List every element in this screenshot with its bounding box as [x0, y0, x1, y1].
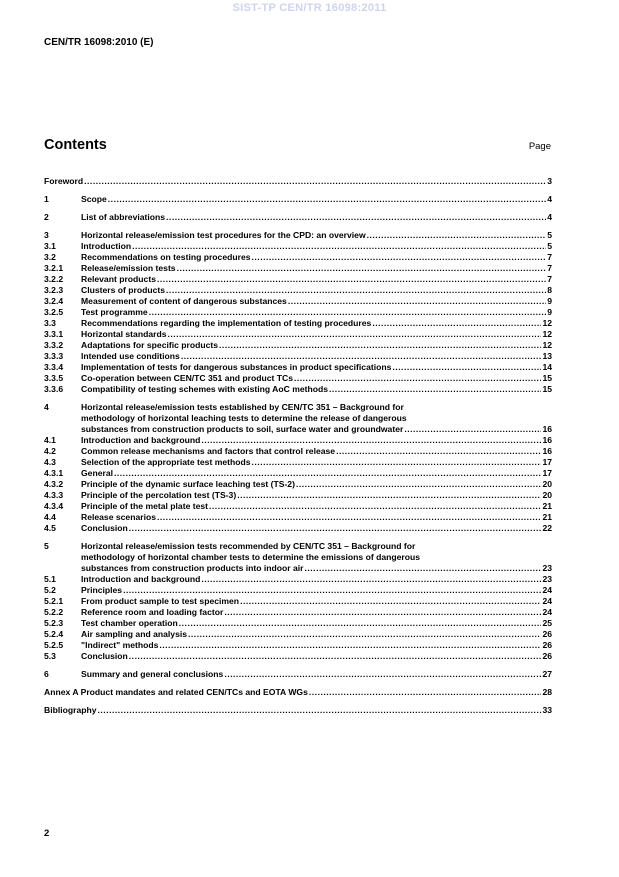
toc-entry[interactable]: [44, 373, 552, 384]
toc-entry-page: 23: [542, 574, 552, 584]
dot-leader: [392, 362, 541, 373]
toc-entry[interactable]: [44, 574, 552, 585]
toc-entry-page: 17: [542, 457, 552, 467]
toc-entry-page: 5: [547, 230, 552, 240]
dot-leader: [157, 274, 546, 285]
toc-entry-number: 4.3.2: [44, 479, 64, 489]
toc-entry-page: 25: [542, 618, 552, 628]
toc-entry[interactable]: [44, 457, 552, 468]
dot-leader: [84, 176, 546, 187]
toc-entry-title: Summary and general conclusions: [81, 669, 224, 679]
toc-entry-title: "Indirect" methods: [81, 640, 159, 650]
toc-entry-title: Annex A Product mandates and related CEN/TCs and EOTA WGs: [44, 687, 308, 697]
dot-leader: [166, 285, 546, 296]
dot-leader: [404, 424, 541, 435]
toc-entry-page: 23: [542, 563, 552, 573]
toc-entry[interactable]: [44, 640, 552, 651]
dot-leader: [252, 457, 542, 468]
toc-entry-number: 3.3.5: [44, 373, 64, 383]
toc-entry[interactable]: [44, 687, 552, 698]
toc-entry-title: Introduction: [81, 241, 132, 251]
dot-leader: [179, 618, 542, 629]
toc-entry-number: 6: [44, 669, 49, 679]
toc-entry-title: Release scenarios: [81, 512, 157, 522]
toc-entry[interactable]: [44, 523, 552, 534]
dot-leader: [188, 629, 541, 640]
toc-entry[interactable]: [44, 705, 552, 716]
dot-leader: [219, 340, 541, 351]
toc-entry-title: Introduction and background: [81, 435, 201, 445]
toc-entry[interactable]: [44, 176, 552, 187]
toc-entry[interactable]: [44, 669, 552, 680]
toc-entry-title-line: methodology of horizontal chamber tests to determine the emissions of dangerous: [81, 552, 421, 562]
toc-entry-page: 16: [542, 435, 552, 445]
toc-entry-title: Adaptations for specific products: [81, 340, 219, 350]
dot-leader: [114, 468, 541, 479]
toc-entry-page: 26: [542, 629, 552, 639]
dot-leader: [177, 263, 547, 274]
toc-entry-number: 4.3.4: [44, 501, 64, 511]
watermark: SIST-TP CEN/TR 16098:2011: [232, 2, 387, 14]
toc-entry-number: 5.2.2: [44, 607, 64, 617]
dot-leader: [149, 307, 547, 318]
dot-leader: [305, 563, 542, 574]
toc-entry[interactable]: [44, 362, 552, 373]
toc-entry-title: Measurement of content of dangerous substances: [81, 296, 287, 306]
toc-entry-number: 5.2: [44, 585, 56, 595]
toc-entry-title: substances from construction products into indoor air: [81, 563, 304, 573]
toc-entry-number: 4: [44, 402, 49, 412]
dot-leader: [129, 651, 542, 662]
toc-entry[interactable]: [44, 351, 552, 362]
toc-entry-title: Bibliography: [44, 705, 97, 715]
toc-entry-number: 5.1: [44, 574, 56, 584]
toc-entry-page: 4: [547, 212, 552, 222]
toc-entry-page: 7: [547, 274, 552, 284]
toc-entry-number: 4.1: [44, 435, 56, 445]
toc-entry-title: Test chamber operation: [81, 618, 178, 628]
toc-entry-page: 28: [542, 687, 552, 697]
toc-entry-title: substances from construction products to soil, surface water and groundwater: [81, 424, 404, 434]
toc-entry-number: 4.3.1: [44, 468, 64, 478]
toc-entry-number: 4.3: [44, 457, 56, 467]
page-column-label: Page: [528, 141, 551, 152]
toc-entry-page: 20: [542, 490, 552, 500]
toc-spacer: [44, 223, 552, 230]
toc-spacer: [44, 395, 552, 402]
toc-spacer: [44, 662, 552, 669]
document-id: CEN/TR 16098:2010 (E): [44, 37, 154, 48]
toc-entry-number: 3.2.4: [44, 296, 64, 306]
toc-entry-title: Conclusion: [81, 651, 128, 661]
toc-entry-page: 4: [547, 194, 552, 204]
dot-leader: [294, 373, 541, 384]
toc-entry-number: 3.3.3: [44, 351, 64, 361]
dot-leader: [167, 329, 541, 340]
toc-entry[interactable]: [44, 512, 552, 523]
toc-entry-page: 27: [542, 669, 552, 679]
toc-entry-page: 15: [542, 384, 552, 394]
toc-entry[interactable]: [44, 629, 552, 640]
toc-entry-number: 4.2: [44, 446, 56, 456]
toc-entry-page: 26: [542, 651, 552, 661]
toc-entry[interactable]: [44, 252, 552, 263]
toc-entry[interactable]: [44, 241, 552, 252]
toc-entry[interactable]: [44, 402, 552, 435]
toc-entry-title: Recommendations regarding the implementation of testing procedures: [81, 318, 372, 328]
dot-leader: [201, 574, 541, 585]
dot-leader: [240, 596, 541, 607]
toc-entry-number: 3.3.2: [44, 340, 64, 350]
toc-entry-number: 3.2.1: [44, 263, 64, 273]
toc-entry-page: 21: [542, 512, 552, 522]
dot-leader: [329, 384, 541, 395]
dot-leader: [224, 607, 541, 618]
toc-entry-title: Selection of the appropriate test methods: [81, 457, 251, 467]
toc-entry-page: 7: [547, 252, 552, 262]
dot-leader: [98, 705, 542, 716]
toc-entry[interactable]: [44, 285, 552, 296]
toc-entry-title: Relevant products: [81, 274, 156, 284]
toc-entry[interactable]: [44, 446, 552, 457]
toc-entry-number: 3: [44, 230, 49, 240]
toc-entry-title: Release/emission tests: [81, 263, 176, 273]
toc-entry-title: Clusters of products: [81, 285, 166, 295]
toc-entry-page: 21: [542, 501, 552, 511]
dot-leader: [201, 435, 541, 446]
dot-leader: [209, 501, 541, 512]
toc-entry-number: 3.2.2: [44, 274, 64, 284]
toc-entry-title: Air sampling and analysis: [81, 629, 188, 639]
toc-entry-page: 17: [542, 468, 552, 478]
toc-entry[interactable]: [44, 585, 552, 596]
toc-entry-number: 3.1: [44, 241, 56, 251]
toc-entry[interactable]: [44, 194, 552, 205]
toc-entry-page: 9: [547, 296, 552, 306]
toc-entry[interactable]: [44, 468, 552, 479]
toc-entry-page: 13: [542, 351, 552, 361]
dot-leader: [157, 512, 541, 523]
toc-entry-title: Horizontal standards: [81, 329, 167, 339]
toc-entry-number: 3.2.5: [44, 307, 64, 317]
toc-entry-title: Compatibility of testing schemes with existing AoC methods: [81, 384, 329, 394]
dot-leader: [166, 212, 546, 223]
toc-spacer: [44, 205, 552, 212]
toc-entry-page: 24: [542, 607, 552, 617]
toc-entry-number: 5.3: [44, 651, 56, 661]
toc-entry-number: 3.2.3: [44, 285, 64, 295]
toc-entry-title: Recommendations on testing procedures: [81, 252, 251, 262]
dot-leader: [309, 687, 542, 698]
toc-entry[interactable]: [44, 230, 552, 241]
toc-entry-page: 26: [542, 640, 552, 650]
toc-entry[interactable]: [44, 329, 552, 340]
toc-entry-page: 12: [542, 329, 552, 339]
page-number: 2: [44, 828, 50, 839]
toc-entry-page: 24: [542, 585, 552, 595]
toc-entry[interactable]: [44, 596, 552, 607]
toc-entry-title: Foreword: [44, 176, 84, 186]
toc-entry-title: Horizontal release/emission test procedures for the CPD: an overview: [81, 230, 366, 240]
toc-spacer: [44, 187, 552, 194]
toc-entry-page: 12: [542, 340, 552, 350]
toc-entry[interactable]: [44, 479, 552, 490]
toc-entry-title-line: methodology of horizontal leaching tests to determine the release of dangerous: [81, 413, 407, 423]
page-title: Contents: [44, 137, 107, 153]
toc-entry-page: 3: [547, 176, 552, 186]
toc-entry-page: 12: [542, 318, 552, 328]
table-of-contents: [44, 176, 552, 716]
toc-entry-number: 2: [44, 212, 49, 222]
toc-entry-number: 4.5: [44, 523, 56, 533]
dot-leader: [159, 640, 541, 651]
toc-entry-page: 15: [542, 373, 552, 383]
toc-entry[interactable]: [44, 618, 552, 629]
toc-entry-number: 4.3.3: [44, 490, 64, 500]
toc-entry[interactable]: [44, 651, 552, 662]
toc-entry[interactable]: [44, 490, 552, 501]
toc-entry-title: Reference room and loading factor: [81, 607, 224, 617]
dot-leader: [372, 318, 541, 329]
toc-entry-title: Scope: [81, 194, 107, 204]
toc-entry-page: 22: [542, 523, 552, 533]
toc-entry-page: 24: [542, 596, 552, 606]
dot-leader: [129, 523, 542, 534]
dot-leader: [237, 490, 541, 501]
toc-entry-title: Principle of the dynamic surface leaching test (TS-2): [81, 479, 295, 489]
toc-entry-number: 4.4: [44, 512, 56, 522]
toc-entry-title: Conclusion: [81, 523, 128, 533]
toc-entry-title: List of abbreviations: [81, 212, 166, 222]
toc-entry-number: 3.2: [44, 252, 56, 262]
toc-entry-number: 3.3.4: [44, 362, 64, 372]
toc-entry-number: 5.2.3: [44, 618, 64, 628]
toc-entry-page: 14: [542, 362, 552, 372]
toc-entry-title-line: Horizontal release/emission tests established by CEN/TC 351 – Background for: [81, 402, 404, 412]
dot-leader: [181, 351, 542, 362]
dot-leader: [296, 479, 541, 490]
toc-entry-page: 8: [547, 285, 552, 295]
toc-entry-title: Principle of the percolation test (TS-3): [81, 490, 237, 500]
toc-entry-page: 5: [547, 241, 552, 251]
toc-entry-page: 33: [542, 705, 552, 715]
toc-entry-title-line: Horizontal release/emission tests recommended by CEN/TC 351 – Background for: [81, 541, 416, 551]
toc-entry-title: Principles: [81, 585, 123, 595]
toc-entry-title: Common release mechanisms and factors that control release: [81, 446, 336, 456]
toc-entry-page: 16: [542, 424, 552, 434]
toc-entry-number: 5: [44, 541, 49, 551]
toc-entry[interactable]: [44, 274, 552, 285]
toc-entry-title: General: [81, 468, 114, 478]
toc-spacer: [44, 680, 552, 687]
dot-leader: [336, 446, 541, 457]
toc-entry[interactable]: [44, 212, 552, 223]
toc-entry-number: 5.2.5: [44, 640, 64, 650]
toc-entry[interactable]: [44, 607, 552, 618]
dot-leader: [132, 241, 546, 252]
toc-entry[interactable]: [44, 318, 552, 329]
dot-leader: [123, 585, 541, 596]
toc-entry-title: Introduction and background: [81, 574, 201, 584]
toc-entry-number: 5.2.4: [44, 629, 64, 639]
dot-leader: [252, 252, 547, 263]
toc-entry-title: Test programme: [81, 307, 148, 317]
toc-entry-title: Implementation of tests for dangerous substances in product specifications: [81, 362, 392, 372]
toc-entry-number: 3.3.1: [44, 329, 64, 339]
dot-leader: [108, 194, 546, 205]
toc-entry[interactable]: [44, 435, 552, 446]
toc-entry-number: 3.3: [44, 318, 56, 328]
dot-leader: [288, 296, 546, 307]
toc-spacer: [44, 698, 552, 705]
dot-leader: [367, 230, 547, 241]
toc-entry-number: 3.3.6: [44, 384, 64, 394]
toc-entry[interactable]: [44, 307, 552, 318]
toc-entry-page: 9: [547, 307, 552, 317]
toc-entry[interactable]: [44, 263, 552, 274]
toc-entry[interactable]: [44, 541, 552, 574]
toc-entry-title: Principle of the metal plate test: [81, 501, 209, 511]
dot-leader: [224, 669, 541, 680]
toc-entry-number: 1: [44, 194, 49, 204]
toc-entry-title: From product sample to test specimen: [81, 596, 240, 606]
toc-entry-page: 20: [542, 479, 552, 489]
toc-entry-page: 7: [547, 263, 552, 273]
toc-entry[interactable]: [44, 501, 552, 512]
toc-entry-page: 16: [542, 446, 552, 456]
toc-entry-title: Intended use conditions: [81, 351, 180, 361]
toc-entry[interactable]: [44, 340, 552, 351]
toc-entry-title: Co-operation between CEN/TC 351 and product TCs: [81, 373, 293, 383]
toc-entry[interactable]: [44, 384, 552, 395]
toc-entry[interactable]: [44, 296, 552, 307]
toc-entry-number: 5.2.1: [44, 596, 64, 606]
toc-spacer: [44, 534, 552, 541]
